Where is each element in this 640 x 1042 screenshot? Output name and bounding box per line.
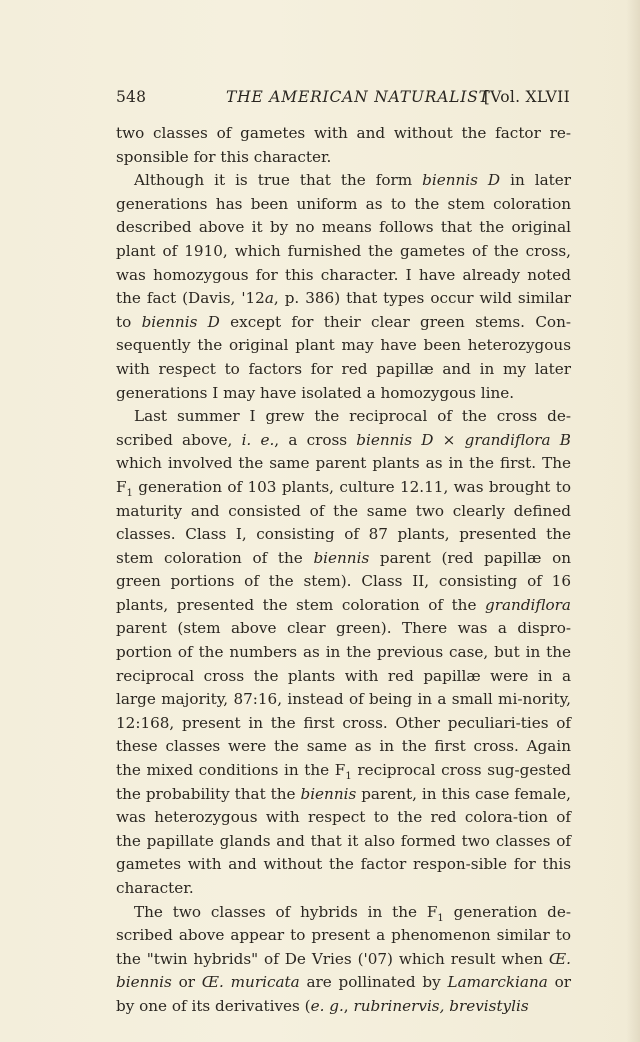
italic-run: rubrinervis, brevistylis	[353, 996, 529, 1015]
italic-run: Lamarckiana	[447, 973, 548, 992]
italic-run: Œ. biennis	[116, 949, 571, 992]
italic-run: e. g.	[310, 996, 344, 1015]
text-run: or	[171, 973, 202, 992]
subscript: 1	[126, 487, 133, 499]
text-run: Last summer I grew the reciprocal of the cross de-scribed above,	[116, 407, 571, 449]
text-run: parent (red papillæ on green portions of the stem). Class II, consisting of 16 plants, presented the stem coloration of the	[116, 548, 571, 614]
paragraph	[116, 901, 571, 1019]
text-run: in later generations has been uniform as to the stem coloration described above it by no means follows that the original plant of 1910, which furnished the gametes of the cross, was homozygous for this character. I have already noted the fact (Davis, '12	[116, 171, 571, 308]
text-run: , a cross	[274, 430, 357, 449]
text-run: , p. 386) that types occur wild similar to	[116, 289, 572, 331]
italic-run: a	[264, 289, 274, 308]
italic-run: biennis D	[356, 430, 434, 449]
paragraph	[116, 122, 571, 169]
page-edge-shadow	[626, 0, 640, 1042]
volume-label: [Vol. XLVII	[483, 88, 570, 106]
text-run: reciprocal cross sug-gested the probability that the	[116, 761, 571, 803]
text-run: ×	[433, 430, 465, 449]
text-run: except for their clear green stems. Con-sequently the original plant may have been heterozygous with respect to factors for red papillæ and in my later generations I may have isolated a homozygous line.	[116, 312, 571, 402]
text-run: are pollinated by	[299, 973, 448, 992]
running-header	[116, 88, 570, 110]
text-run: generation de-scribed above appear to present a phenomenon similar to the "twin hybrids" of De Vries ('07) which result when	[116, 902, 571, 968]
text-run: which involved the same parent plants as in the first. The F	[116, 454, 571, 496]
italic-run: biennis	[300, 784, 357, 803]
text-run: parent, in this case female, was heterozygous with respect to the red colora-tion of the papillate glands and that it also formed two classes of gametes with and without the factor respon-sible for this character.	[116, 784, 571, 897]
text-run: parent (stem above clear green). There was a dispro-portion of the numbers as in the previous case, but in the reciprocal cross the plants with red papillæ were in a large majority, 87:16, instead of being in a small mi-nority, 12:168, present in the first cross. Other peculiari-ties of these classes were the same as in the first cross. Again the mixed conditions in the F	[116, 619, 571, 780]
italic-run: biennis D	[141, 312, 220, 331]
italic-run: biennis D	[422, 171, 501, 190]
text-run: two classes of gametes with and without the factor re-sponsible for this character.	[116, 124, 571, 166]
text-run: Although it is true that the form	[134, 171, 423, 190]
paragraph	[116, 405, 571, 900]
text-run: The two classes of hybrids in the F	[134, 902, 438, 921]
text-run: or by one of its derivatives (	[116, 973, 571, 1015]
italic-run: i. e.	[241, 430, 275, 449]
italic-run: grandiflora	[485, 595, 571, 614]
paragraph	[116, 169, 571, 405]
text-run: ,	[343, 996, 354, 1015]
journal-title: THE AMERICAN NATURALIST	[226, 88, 490, 106]
subscript: 1	[437, 912, 444, 924]
italic-run: biennis	[313, 548, 370, 567]
page-number: 548	[116, 88, 147, 106]
body-text	[116, 122, 571, 1019]
subscript: 1	[345, 771, 352, 783]
italic-run: Œ. muricata	[201, 973, 300, 992]
italic-run: grandiflora B	[464, 430, 571, 449]
text-run: generation of 103 plants, culture 12.11, was brought to maturity and consisted of the same two clearly defined classes. Class I, consisting of 87 plants, presented the stem coloration of the	[116, 477, 571, 567]
